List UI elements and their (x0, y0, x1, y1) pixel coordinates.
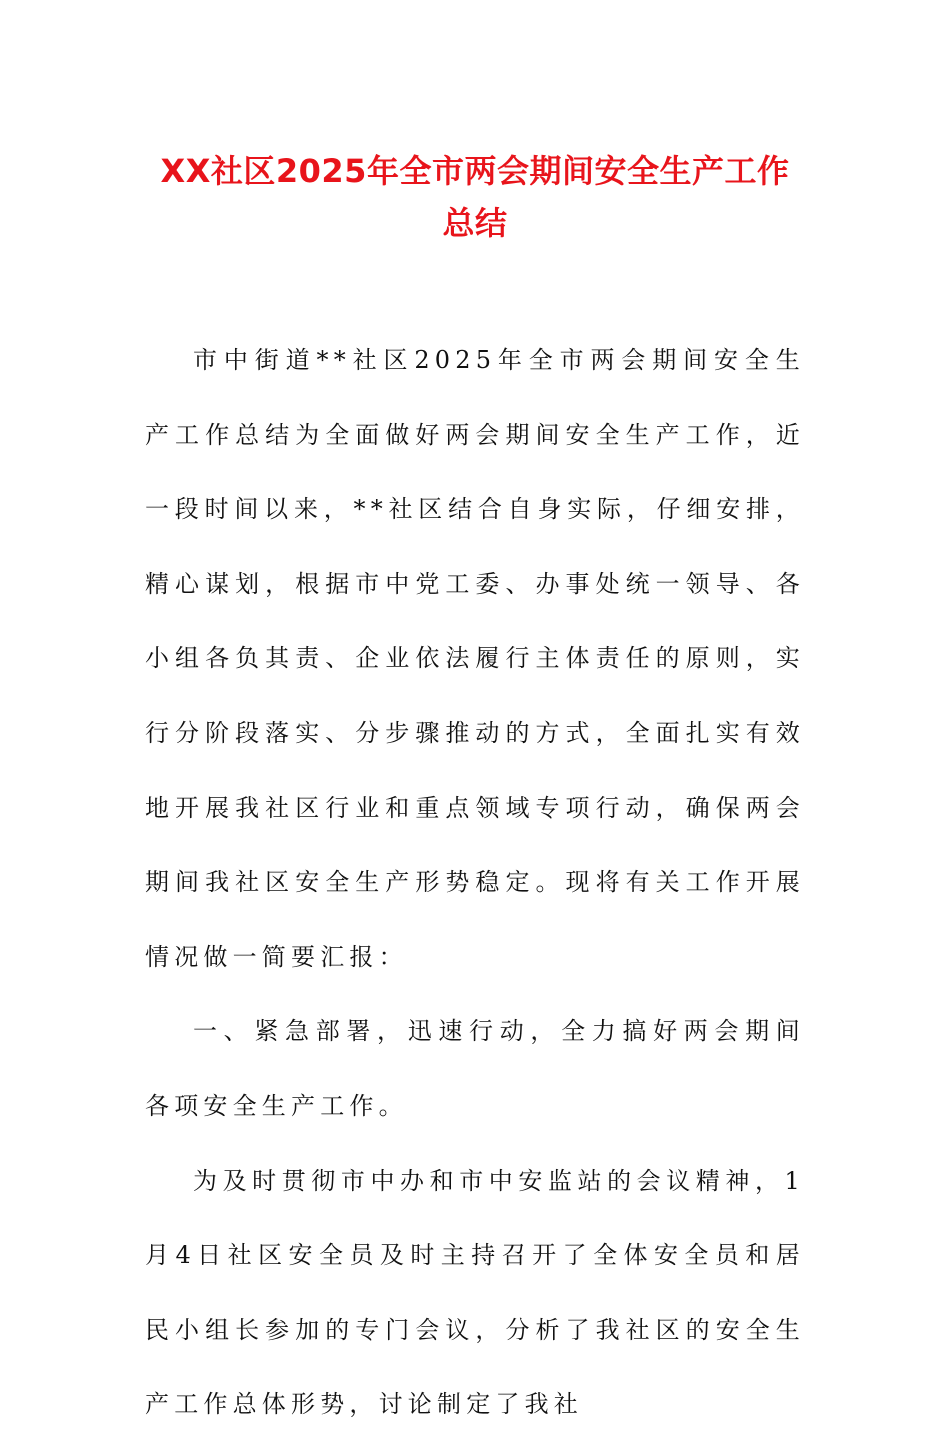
paragraph-meeting: 为及时贯彻市中办和市中安监站的会议精神，1月4日社区安全员及时主持召开了全体安全员和居民小组长参加的专门会议，分析了我社区的安全生产工作总体形势，讨论制定了我社 (145, 1166, 805, 1419)
document-title (120, 145, 830, 249)
section-heading-1: 一、紧急部署，迅速行动，全力搞好两会期间各项安全生产工作。 (145, 1017, 805, 1120)
paragraph-intro: 市中街道**社区2025年全市两会期间安全生产工作总结为全面做好两会期间安全生产工作，近一段时间以来，**社区结合自身实际，仔细安排，精心谋划，根据市中党工委、办事处统一领导、各小组各负其责、企业依法履行主体责任的原则，实行分阶段落实、分步骤推动的方式，全面扎实有效地开展我社区行业和重点领域专项行动，确保两会期间我社区安全生产形势稳定。现将有关工作开展情况做一简要汇报： (145, 346, 805, 971)
document-body (145, 323, 805, 1442)
title-line-2: 总结 (442, 204, 508, 242)
title-line-1: XX社区2025年全市两会期间安全生产工作 (160, 152, 790, 190)
